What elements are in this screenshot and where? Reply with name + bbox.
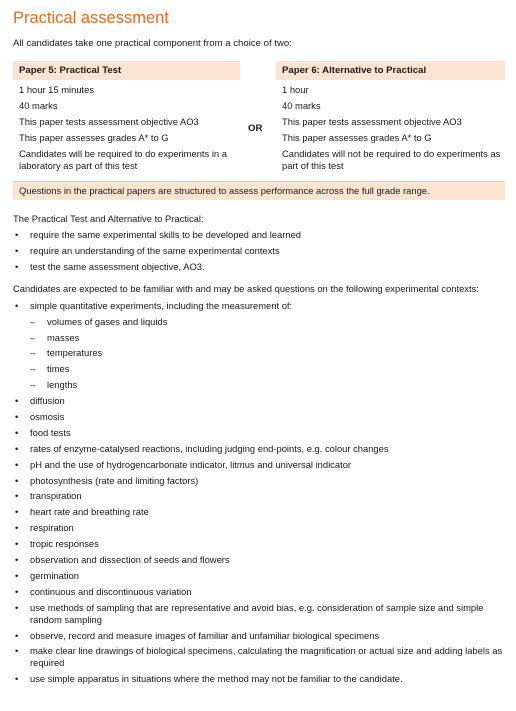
contexts-list xyxy=(13,300,505,686)
list-item: • test the same assessment objective, AO3. xyxy=(15,260,205,272)
measurement-sublist xyxy=(30,316,505,392)
page-title: Practical assessment xyxy=(13,9,169,27)
bullet-icon: • xyxy=(15,585,19,597)
list-item: • photosynthesis (rate and limiting factors) xyxy=(15,474,199,486)
paper-5-grades: This paper assesses grades A* to G xyxy=(19,132,169,143)
bullet-icon: • xyxy=(15,673,19,685)
list-item: • osmosis xyxy=(15,411,65,423)
practical-intro: The Practical Test and Alternative to Practical: xyxy=(13,213,204,224)
bullet-icon: • xyxy=(15,601,19,613)
paper-5-marks: 40 marks xyxy=(19,100,58,111)
dash-icon: – xyxy=(30,331,36,343)
bullet-icon: • xyxy=(15,426,19,438)
list-item: • observe, record and measure images of familiar and unfamiliar biological specimens xyxy=(15,629,380,641)
list-item: • require an understanding of the same experimental contexts xyxy=(15,244,280,256)
list-item: • simple quantitative experiments, including the measurement of: – volumes of gases and liquids – masses – temperatures – times – lengths xyxy=(13,300,505,391)
list-item: • require the same experimental skills to be developed and learned xyxy=(15,229,301,240)
bullet-icon: • xyxy=(15,522,19,534)
sublist-item: – times xyxy=(30,363,70,375)
list-item: • use simple apparatus in situations where the method may not be familiar to the candidate. xyxy=(15,673,403,685)
practical-points-list xyxy=(13,229,505,273)
list-item: • make clear line drawings of biological specimens, calculating the magnification or actual size and adding labels as required xyxy=(15,645,503,669)
list-item: • germination xyxy=(15,569,79,581)
bullet-icon: • xyxy=(15,260,19,272)
paper-6-heading: Paper 6: Alternative to Practical xyxy=(276,61,505,80)
paper-5-details xyxy=(13,80,240,172)
paper-5-box xyxy=(13,61,240,176)
dash-icon: – xyxy=(30,315,36,327)
bullet-icon: • xyxy=(15,554,19,566)
paper-5-experiments: Candidates will be required to do experiments in a laboratory as part of this test xyxy=(19,148,227,171)
paper-6-details xyxy=(276,80,505,172)
list-item: • use methods of sampling that are representative and avoid bias, e.g. consideration of sample size and simple random sampling xyxy=(15,601,484,625)
paper-comparison xyxy=(13,61,505,177)
paper-6-objective: This paper tests assessment objective AO3 xyxy=(282,116,462,127)
list-item: • pH and the use of hydrogencarbonate indicator, litmus and universal indicator xyxy=(15,458,352,470)
contexts-intro: Candidates are expected to be familiar with and may be asked questions on the following experimental contexts: xyxy=(13,282,479,294)
bullet-icon: • xyxy=(15,506,19,518)
paper-6-duration: 1 hour xyxy=(282,84,309,95)
sublist-item: – volumes of gases and liquids xyxy=(30,315,168,327)
sublist-item: – lengths xyxy=(30,379,78,391)
bullet-icon: • xyxy=(15,442,19,454)
list-item: • heart rate and breathing rate xyxy=(15,506,149,518)
questions-note: Questions in the practical papers are structured to assess performance across the full grade range. xyxy=(13,181,505,200)
dash-icon: – xyxy=(30,379,36,391)
list-item: • food tests xyxy=(15,426,71,438)
sublist-item: – masses xyxy=(30,331,80,343)
bullet-icon: • xyxy=(15,645,19,657)
list-item: • rates of enzyme-catalysed reactions, including judging end-points, e.g. colour changes xyxy=(15,442,389,454)
bullet-icon: • xyxy=(15,538,19,550)
paper-6-grades: This paper assesses grades A* to G xyxy=(282,132,432,143)
bullet-icon: • xyxy=(15,569,19,581)
paper-6-marks: 40 marks xyxy=(282,100,321,111)
paper-6-box xyxy=(276,61,505,176)
list-item: • continuous and discontinuous variation xyxy=(15,585,192,597)
bullet-icon: • xyxy=(15,474,19,486)
paper-5-duration: 1 hour 15 minutes xyxy=(19,84,95,95)
bullet-icon: • xyxy=(15,411,19,423)
sublist-item: – temperatures xyxy=(30,347,103,359)
bullet-icon: • xyxy=(15,490,19,502)
bullet-icon: • xyxy=(15,244,19,256)
list-item: • observation and dissection of seeds and flowers xyxy=(15,554,230,566)
list-item: • tropic responses xyxy=(15,538,99,550)
paper-5-objective: This paper tests assessment objective AO3 xyxy=(19,116,199,127)
intro-text: All candidates take one practical component from a choice of two: xyxy=(13,38,292,49)
bullet-icon: • xyxy=(15,229,19,240)
list-item: • respiration xyxy=(15,522,74,534)
bullet-icon: • xyxy=(15,629,19,641)
dash-icon: – xyxy=(30,363,36,375)
bullet-icon: • xyxy=(15,395,19,407)
bullet-icon: • xyxy=(15,299,19,311)
page xyxy=(13,7,505,689)
dash-icon: – xyxy=(30,347,36,359)
bullet-icon: • xyxy=(15,458,19,470)
paper-6-experiments: Candidates will not be required to do experiments as part of this test xyxy=(282,148,501,171)
list-item: • diffusion xyxy=(15,395,65,407)
or-label: OR xyxy=(248,123,263,134)
list-item: • transpiration xyxy=(15,490,82,502)
paper-5-heading: Paper 5: Practical Test xyxy=(13,61,240,80)
